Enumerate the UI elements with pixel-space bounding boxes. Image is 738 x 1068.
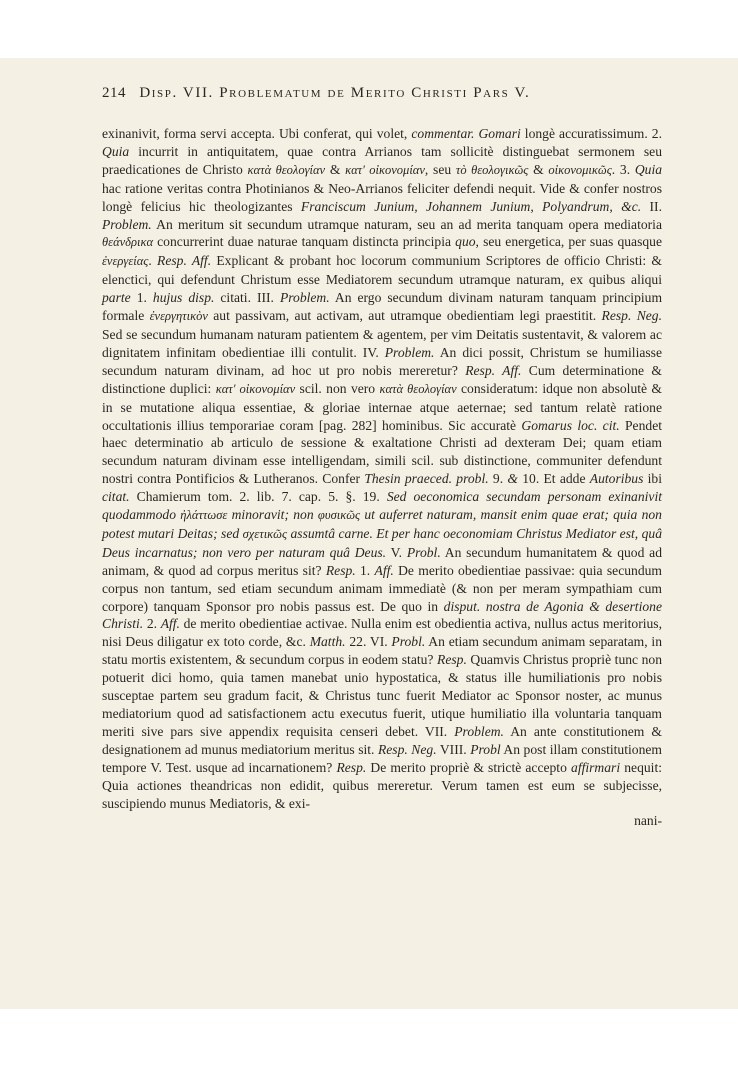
italic-text: Aff. [160,616,180,632]
text-run: Cum determinatione & distinctione duplici: [102,362,662,396]
italic-text: Thesin praeced. probl. [364,471,489,487]
text-run: 10. Et adde [517,471,590,487]
greek-text: ἐνεργείας [102,254,149,269]
text-run: De merito propriè & strictè accepto [366,759,572,775]
italic-text: Probl. [406,544,441,560]
text-run: 1. [130,290,153,306]
text-run: An post illam constitutionem tempore V. Test. usque ad incarnationem? [102,741,662,775]
italic-text: Problem. [384,344,435,360]
text-run: Explicant & probant hoc locorum communium Scriptores de officio Christi: & elenctici, qui defendunt Christum esse Mediatorem secundum utramque naturam, ex quibus aliqui [102,253,663,288]
italic-text: Resp. [437,652,467,668]
italic-text: ut auferret naturam, mansit enim quae erat; quia non potest mutari Deitas; sed [102,507,662,541]
text-run: VIII. [436,741,471,757]
text-run: An ante constitutionem & designationem ad munus mediatorium meritus sit. [102,723,662,757]
running-header [102,85,662,102]
running-title: Disp. VII. Problematum de Merito Christi Pars V. [139,85,531,101]
text-run: Pendet haec determinatio ab articulo de sessione & exaltatione Christi ad dexteram Dei; quam etiam secundum naturam divinam esse intelligendam, simili scil. sub distinctione, communiter defendunt nostri contra Pontificios & Lutheranos. Confer [102,417,662,487]
italic-text: Resp. [336,759,367,775]
italic-text: Problem. [279,290,330,306]
text-run: An etiam secundum animam separatam, in statu mortis existentem, & secundum corpus in eodem statu? [102,634,662,668]
text-run: V. [386,544,407,560]
text-run: . 3. [611,161,635,177]
body-text [102,125,662,830]
greek-text: ἠλάττωσε [180,508,228,523]
text-run: , seu energetica, per suas quasque [475,234,662,250]
greek-text: κατ' οἰκονομίαν [215,381,296,396]
italic-text: minoravit; non [227,507,318,523]
text-run: De merito obedientiae passivae: quia secundum corpus non tantum, sed etiam secundum animam immediatè (& non per meram sympathiam cum corpore) tanquam Sponsor pro nobis passus est. De quo in [102,562,662,614]
greek-text: οἰκονομικῶς [548,162,612,177]
italic-text: hujus disp. [152,290,215,306]
text-run: consideratum: idque non absolutè & in se mutatione aliqua essentiae, & gloriae internae atque aeternae; sed tantum relatè ratione occultationis illius temporariae coram [pag. 282] hominibus. Sic accuratè [102,380,662,433]
greek-text: σχετικῶς [242,526,288,541]
greek-text: κατὰ θεολογίαν [247,162,326,177]
text-run: Quamvis Christus propriè tunc non potuerit dici homo, quia tamen manebat unio hypostatica, & status ille humiliationis pro nobis susceptae partem seu gradum facit, & Christus tunc fuerit Mediator ac Sponsor noster, ac munus mediatorium quod ad satisfactionem actu executus fuerit, utique humiliatio illa voluntaria tanquam meriti sive pars sive appendix requisita censeri debet. VII. [102,652,662,739]
italic-text: citat. [102,489,130,505]
italic-text: parte [102,290,131,306]
page-number: 214 [102,85,126,101]
text-run: & [528,161,549,177]
text-run: An meritum sit secundum utramque naturam, seu an ad merita tanquam opera mediatoria [151,216,662,232]
italic-text: Probl. [391,634,426,650]
text-run: 1. [355,562,375,578]
italic-text: Sed oeconomica secundam personam exinanivit quodammodo [102,489,662,523]
text-run: incurrit in antiquitatem, quae contra Arrianos tam sollicitè distinguebat sermonem seu praedicationes de Christo [102,143,662,177]
italic-text: quo [455,234,476,250]
text-run: de merito obedientiae activae. Nulla enim est obedientia activa, nullus actus meritorius, nisi Deus diligatur ex toto corde, &c. [102,616,662,650]
greek-text: ἐνεργητικὸν [149,309,208,324]
italic-text: Quia [634,161,663,177]
catchword: nani- [634,813,662,829]
text-run: hac ratione veritas contra Photinianos & Neo-Arrianos feliciter defendi nequit. Vide & confer nostros longè felicius hic theologizantes [102,180,662,214]
italic-text: Autoribus [589,471,644,487]
italic-text: Gomarus loc. cit. [521,417,620,433]
italic-text: Resp. Aff. [465,362,522,378]
italic-text: Franciscum Junium, Johannem Junium, Polyandrum, &c. [300,198,642,214]
italic-text: disput. nostra de Agonia & desertione Christi. [102,598,662,632]
italic-text: Resp. Neg. [377,741,437,757]
text-run: & [325,161,346,177]
text-run: II. [641,198,662,214]
text-run: An ergo secundum divinam naturam tanquam principium formale [102,290,663,324]
text-run: aut passivam, aut activam, aut utramque obedientiam legi praestitit. [207,308,602,324]
text-run: An dici possit, Christum se humiliasse secundum naturam divinam, ad hoc ut pro nobis mereretur? [102,344,663,378]
italic-text: Resp. Neg. [601,308,663,324]
greek-text: θεάνδρικα [102,235,154,250]
italic-text: Quia [102,143,130,159]
text-run: ibi [643,471,663,487]
italic-text: assumtâ carne. Et per hanc oeconomiam Christus Mediator est, quâ Deus incarnatus; non vero per naturam quâ Deus. [102,525,662,560]
text-run: nequit: Quia actiones theandricas non edidit, quibus mereretur. Verum tamen est eum se subjecisse, suscipiendo munus Mediatoris, & exi- [102,759,663,811]
greek-text: φυσικῶς [317,508,361,523]
text-run: An secundum humanitatem & quod ad animam, & quod ad corpus meritus sit? [102,544,662,578]
main-paragraph [102,125,662,812]
text-run: . [148,253,158,269]
text-run: , seu [424,161,456,177]
text-run: 9. [488,471,508,487]
italic-text: Aff. [374,562,394,578]
book-page [0,58,738,1009]
italic-text: Problem. [454,723,504,739]
italic-text: Probl [470,741,501,757]
italic-text: commentar. Gomari [411,126,521,141]
italic-text: Resp. Aff. [157,253,212,269]
text-run: scil. non vero [295,380,380,396]
greek-text: κατ' οἰκονομίαν [345,162,425,177]
text-run: citati. III. [214,290,280,306]
text-run: Chamierum tom. 2. lib. 7. cap. 5. §. 19. [129,489,387,505]
italic-text: affirmari [571,759,621,775]
text-run: 22. VI. [345,634,392,650]
italic-text: & [507,471,518,487]
italic-text: Resp. [325,562,356,578]
text-run: 2. [143,616,161,632]
italic-text: Problem. [102,216,152,232]
text-run: longè accuratissimum. 2. [520,126,662,141]
italic-text: Matth. [309,634,346,650]
text-run: concurrerint duae naturae tanquam distincta principia [153,234,456,250]
greek-text: τὸ θεολογικῶς [455,162,529,177]
greek-text: κατὰ θεολογίαν [379,381,457,396]
text-run: Sed se secundum humanam naturam patientem & agentem, per vim Deitatis sustentavit, & valorem ac dignitatem infinitam obedientiae illi contulit. IV. [102,326,662,360]
text-run: exinanivit, forma servi accepta. Ubi conferat, qui volet, [102,126,412,141]
